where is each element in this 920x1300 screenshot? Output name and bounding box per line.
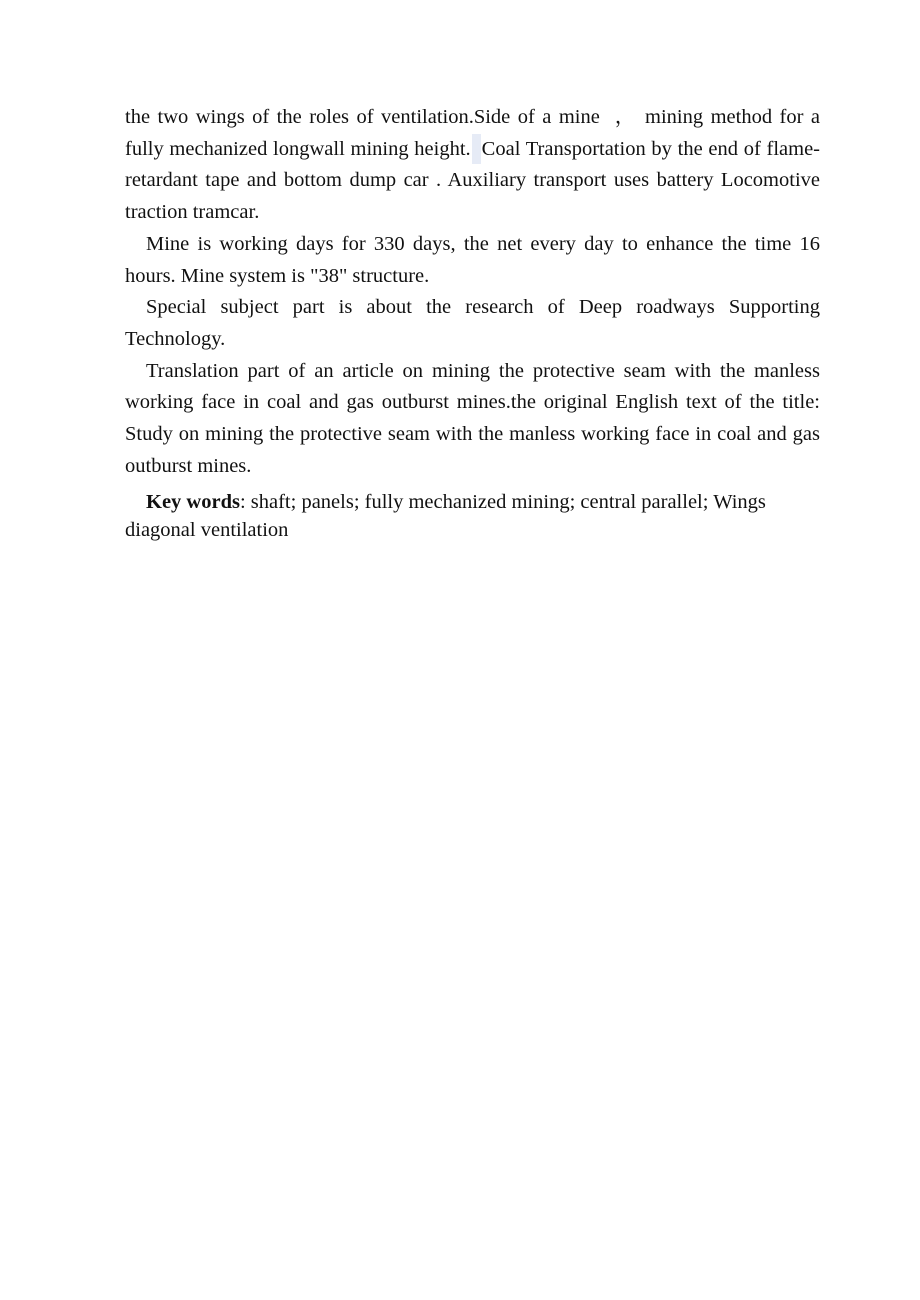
abstract-body [125, 102, 820, 544]
paragraph-ventilation-mining [125, 102, 820, 229]
paragraph-text-part1: the two wings of the roles of ventilation.Side of a mine ， mining method for a fully mechanized longwall mining height. [125, 106, 820, 160]
paragraph-text-part2: Coal Transportation by the end of flame-retardant tape and bottom dump car . Auxiliary transport uses battery Locomotive traction tramcar. [125, 137, 821, 224]
text-cursor-highlight [472, 134, 481, 164]
keywords-label: Key words [146, 491, 240, 514]
keywords-text: : shaft; panels; fully mechanized mining; central parallel; Wings diagonal ventilation [125, 491, 766, 542]
keywords-line [125, 488, 820, 544]
paragraph-special-subject: Special subject part is about the research of Deep roadways Supporting Technology. [125, 296, 820, 350]
paragraph-translation: Translation part of an article on mining the protective seam with the manless working face in coal and gas outburst mines.the original English text of the title: Study on mining the protective seam with the manless working face in coal and gas outburst mines. [125, 359, 820, 477]
paragraph-working-days: Mine is working days for 330 days, the net every day to enhance the time 16 hours. Mine system is "38" structure. [125, 232, 820, 287]
